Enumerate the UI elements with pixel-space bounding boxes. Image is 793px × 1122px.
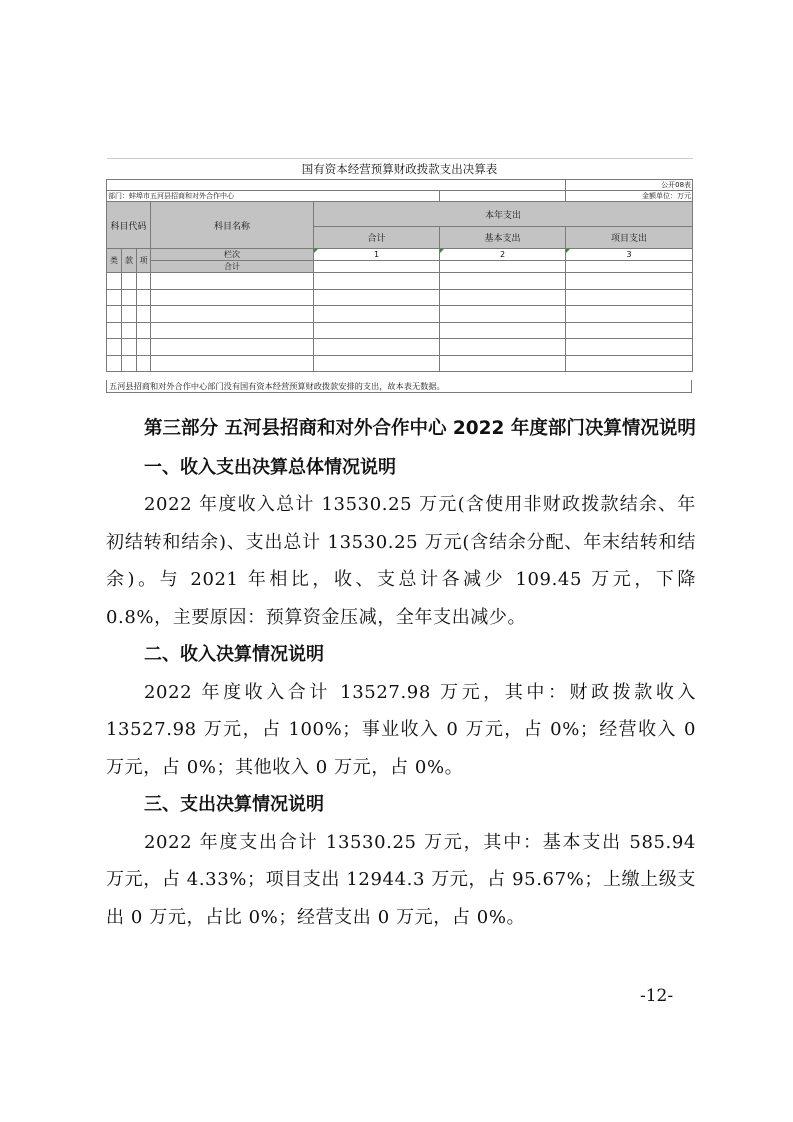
expenditure-table bbox=[106, 158, 692, 372]
lanci-label: 栏次 bbox=[151, 249, 314, 261]
index-3: 3 bbox=[566, 249, 693, 261]
total-row-label: 合计 bbox=[151, 261, 314, 273]
header-basic: 基本支出 bbox=[440, 227, 566, 249]
header-lei: 类 bbox=[107, 249, 122, 273]
table-row bbox=[107, 355, 693, 372]
unit-label: 金额单位：万元 bbox=[566, 191, 693, 202]
section-1-title: 一、收入支出决算总体情况说明 bbox=[144, 456, 396, 478]
section-3-title: 三、支出决算情况说明 bbox=[144, 794, 324, 815]
header-current-year: 本年支出 bbox=[314, 202, 693, 227]
table-row bbox=[107, 273, 693, 290]
table-note: 五河县招商和对外合作中心部门没有国有资本经营预算财政拨款安排的支出，故本表无数据。 bbox=[106, 380, 692, 393]
state-capital-expenditure-table bbox=[106, 158, 693, 372]
header-xiang: 项 bbox=[137, 249, 151, 273]
department-label: 部门：蚌埠市五河县招商和对外合作中心 bbox=[107, 191, 440, 202]
table-row bbox=[107, 306, 693, 323]
header-subject-code: 科目代码 bbox=[107, 202, 151, 249]
table-row bbox=[107, 339, 693, 356]
section-3-body: 2022 年度支出合计 13530.25 万元，其中：基本支出 585.94 万元，占 4.33%；项目支出 12944.3 万元，占 95.67%；上缴上级支出 0 万元，占比 0%；经营支出 0 万元，占 0%。 bbox=[106, 831, 696, 928]
index-2: 2 bbox=[440, 249, 566, 261]
header-project: 项目支出 bbox=[566, 227, 693, 249]
table-row bbox=[107, 322, 693, 339]
form-number: 公开08表 bbox=[566, 180, 693, 191]
page-number: -12- bbox=[640, 986, 674, 1006]
table-title: 国有资本经营预算财政拨款支出决算表 bbox=[107, 159, 693, 180]
report-body bbox=[106, 410, 696, 936]
header-kuan: 款 bbox=[122, 249, 137, 273]
header-subject-name: 科目名称 bbox=[151, 202, 314, 249]
section-2-title: 二、收入决算情况说明 bbox=[144, 644, 324, 665]
part-title: 第三部分 五河县招商和对外合作中心 2022 年度部门决算情况说明 bbox=[144, 418, 696, 439]
section-2-body: 2022 年度收入合计 13527.98 万元，其中：财政拨款收入 13527.98 万元，占 100%；事业收入 0 万元，占 0%；经营收入 0 万元，占 0%；其他收入 0 万元，占 0%。 bbox=[106, 681, 696, 778]
table-row bbox=[107, 289, 693, 306]
header-total: 合计 bbox=[314, 227, 440, 249]
section-1-body: 2022 年度收入总计 13530.25 万元(含使用非财政拨款结余、年初结转和结余)、支出总计 13530.25 万元(含结余分配、年末结转和结余)。与 2021 年相比，收、支总计各减少 109.45 万元，下降 0.8%，主要原因：预算资金压减，全年支出减少。 bbox=[106, 494, 696, 628]
index-1: 1 bbox=[314, 249, 440, 261]
